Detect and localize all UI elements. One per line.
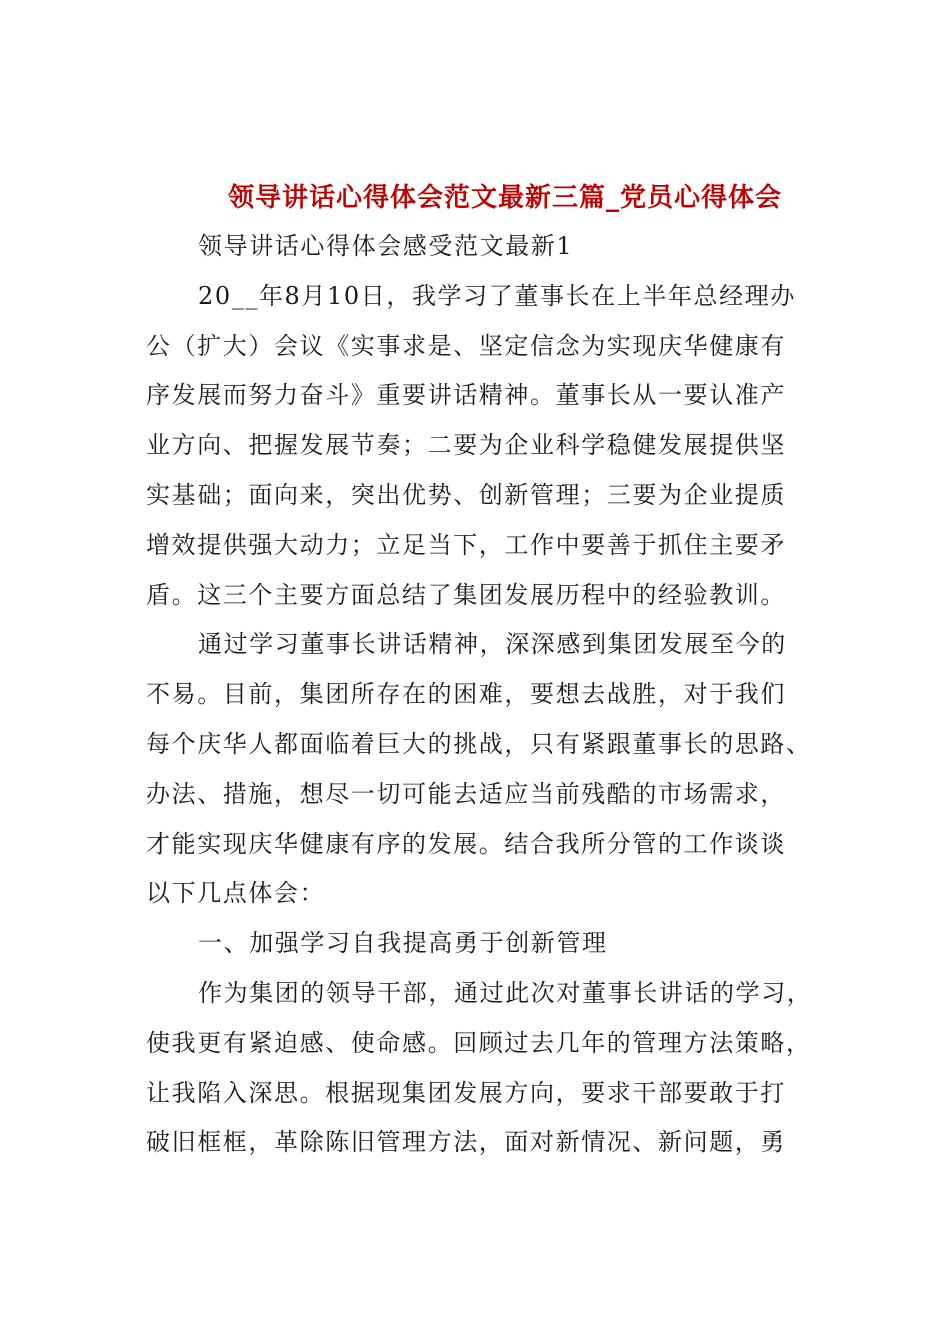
document-body xyxy=(146,222,813,1168)
paragraph-line: 破旧框框，革除陈旧管理方法，面对新情况、新问题，勇 xyxy=(146,1128,786,1157)
paragraph-line: 以下几点体会： xyxy=(146,879,326,908)
paragraph-3 xyxy=(146,969,813,1168)
paragraph-line: 使我更有紧迫感、使命感。回顾过去几年的管理方法策略， xyxy=(146,1028,812,1057)
section-heading: 领导讲话心得体会感受范文最新1 xyxy=(198,232,574,260)
paragraph-line: 作为集团的领导干部，通过此次对董事长讲话的学习， xyxy=(198,978,813,1007)
paragraph-line: 增效提供强大动力；立足当下，工作中要善于抓住主要矛 xyxy=(146,530,786,559)
paragraph-line: 实基础；面向来，突出优势、创新管理；三要为企业提质 xyxy=(146,480,786,509)
paragraph-line: 不易。目前，集团所存在的困难，要想去战胜，对于我们 xyxy=(146,680,786,709)
paragraph-line: 让我陷入深思。根据现集团发展方向，要求干部要敢于打 xyxy=(146,1078,786,1107)
paragraph-line: 20__年8月10日，我学习了董事长在上半年总经理办 xyxy=(198,281,796,310)
paragraph-line: 通过学习董事长讲话精神，深深感到集团发展至今的 xyxy=(198,630,787,659)
paragraph-line: 办法、措施，想尽一切可能去适应当前残酷的市场需求， xyxy=(146,779,786,808)
paragraph-line: 盾。这三个主要方面总结了集团发展历程中的经验教训。 xyxy=(146,580,786,609)
paragraph-2 xyxy=(146,620,812,919)
document-title: 领导讲话心得体会范文最新三篇_党员心得体会 xyxy=(227,183,782,213)
paragraph-1 xyxy=(146,272,796,621)
paragraph-line: 每个庆华人都面临着巨大的挑战，只有紧跟董事长的思路、 xyxy=(146,729,812,758)
paragraph-line: 序发展而努力奋斗》重要讲话精神。董事长从一要认准产 xyxy=(146,381,786,410)
paragraph-line: 公（扩大）会议《实事求是、坚定信念为实现庆华健康有 xyxy=(146,331,786,360)
paragraph-line: 业方向、把握发展节奏；二要为企业科学稳健发展提供坚 xyxy=(146,431,786,460)
subheading: 一、加强学习自我提高勇于创新管理 xyxy=(198,929,608,958)
paragraph-line: 才能实现庆华健康有序的发展。结合我所分管的工作谈谈 xyxy=(146,829,786,858)
